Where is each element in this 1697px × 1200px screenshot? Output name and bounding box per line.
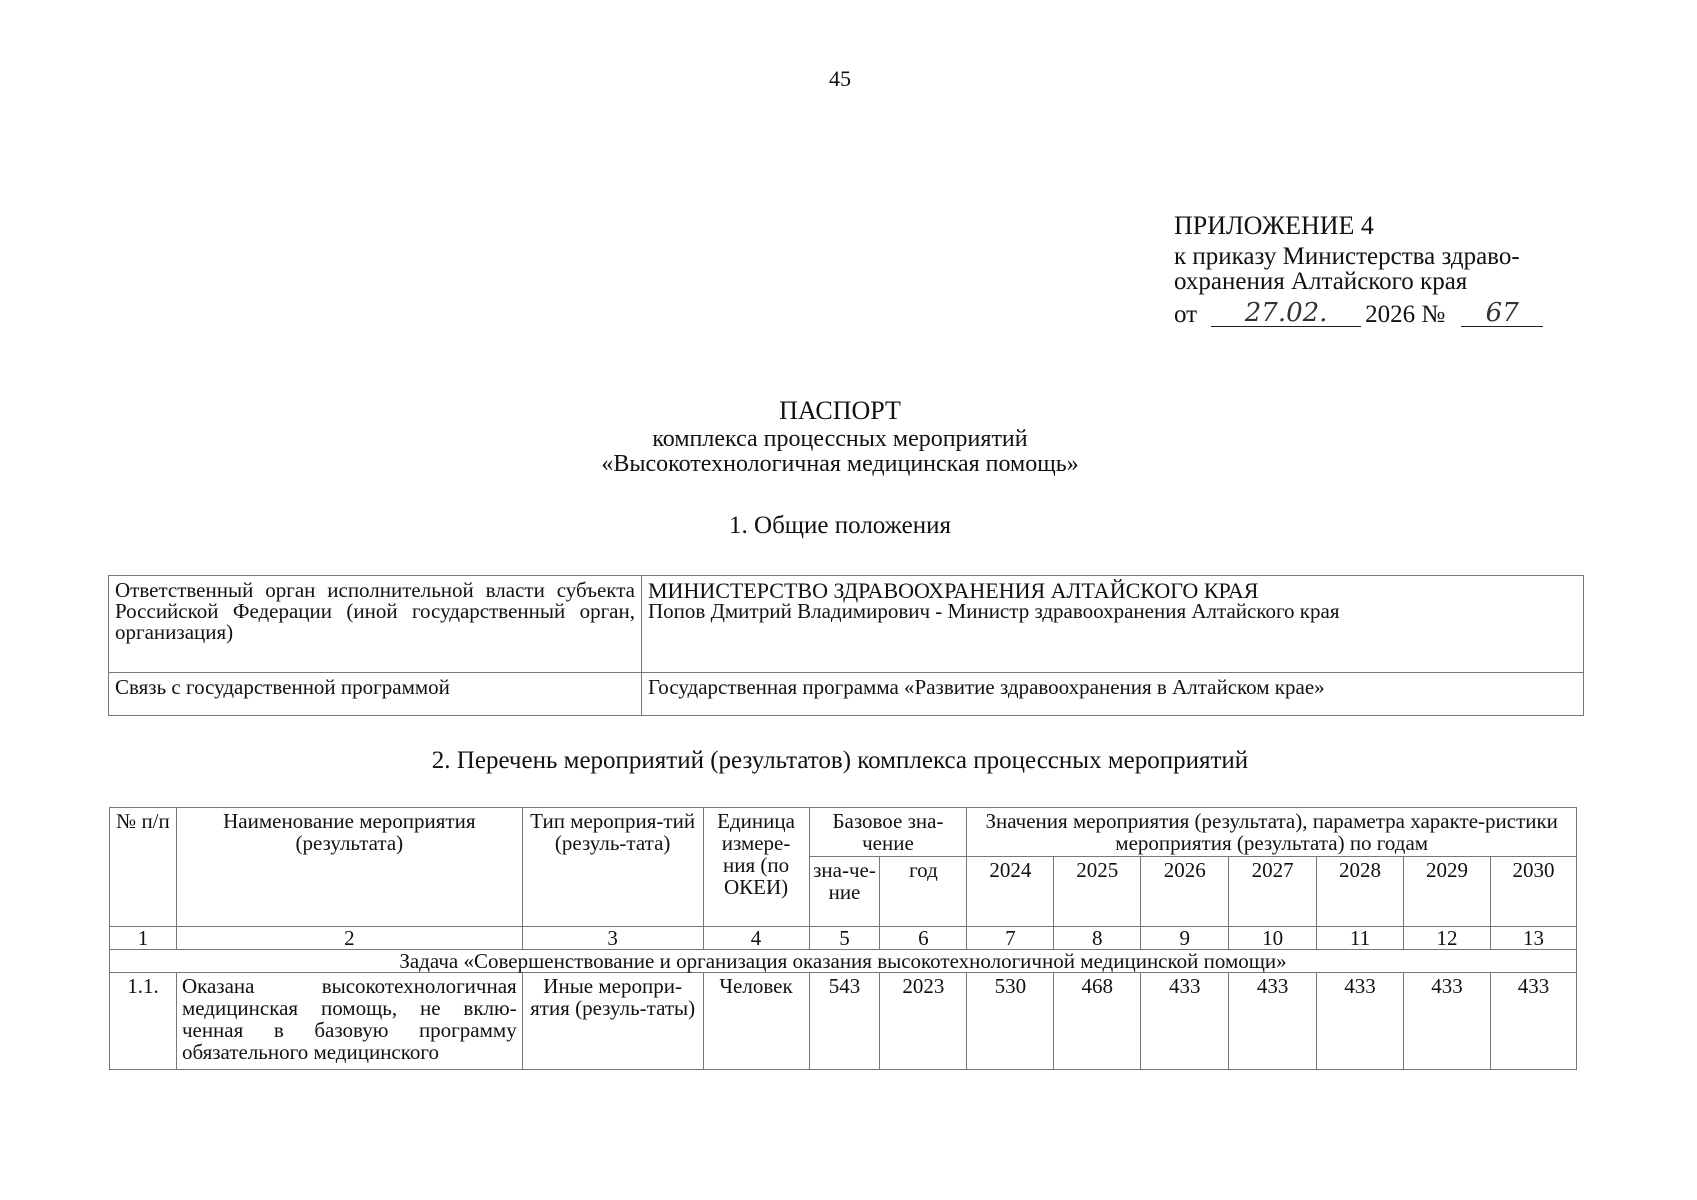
row-value-2027: 433 [1229, 973, 1317, 1070]
column-number: 9 [1141, 927, 1229, 950]
row-value-2025: 468 [1054, 973, 1141, 1070]
responsible-body-value [642, 576, 1584, 673]
appendix-line-2: охранения Алтайского края [1174, 268, 1468, 295]
row-base-year: 2023 [880, 973, 967, 1070]
date-prefix: от [1174, 301, 1198, 328]
column-number: 5 [809, 927, 880, 950]
row-unit: Человек [703, 973, 809, 1070]
header-num: № п/п [110, 808, 177, 927]
column-number: 8 [1054, 927, 1141, 950]
general-provisions-table [108, 575, 1584, 716]
column-number: 3 [522, 927, 703, 950]
header-name: Наименование мероприятия (результата) [176, 808, 522, 927]
header-values-by-year: Значения мероприятия (результата), параметра характе-ристики мероприятия (результата) по годам [967, 808, 1577, 857]
header-year: 2025 [1054, 857, 1141, 927]
appendix-date-line [1174, 300, 1614, 327]
header-year: 2030 [1490, 857, 1576, 927]
handwritten-order-number: 67 [1461, 300, 1543, 327]
order-year: 2026 № [1365, 301, 1446, 328]
row-name: Оказана высокотехнологичная медицинская помощь, не вклю-ченная в базовую программу обязательного медицинского [176, 973, 522, 1070]
task-title: Задача «Совершенствование и организация оказания высокотехнологичной медицинской помощи» [110, 950, 1577, 973]
row-base-value: 543 [809, 973, 880, 1070]
header-type: Тип мероприя-тий (резуль-тата) [522, 808, 703, 927]
header-row [110, 808, 1577, 857]
header-base: Базовое зна-чение [809, 808, 967, 857]
header-base-value: зна-че-ние [809, 857, 880, 927]
header-year: 2027 [1229, 857, 1317, 927]
table-row [109, 576, 1584, 673]
section-2-heading: 2. Перечень мероприятий (результатов) комплекса процессных мероприятий [431, 747, 1249, 774]
table-row [110, 973, 1577, 1070]
column-number: 11 [1317, 927, 1404, 950]
column-number: 13 [1490, 927, 1576, 950]
page-number: 45 [829, 66, 851, 91]
column-number: 2 [176, 927, 522, 950]
passport-subtitle-2: «Высокотехнологичная медицинская помощь» [601, 451, 1079, 477]
handwritten-date: 27.02. [1211, 300, 1361, 327]
appendix-line-1: к приказу Министерства здраво- [1174, 243, 1520, 270]
section-1-heading: 1. Общие положения [729, 512, 951, 539]
minister-name: Попов Дмитрий Владимирович - Министр здравоохранения Алтайского края [648, 599, 1340, 623]
header-year: 2028 [1317, 857, 1404, 927]
column-number: 12 [1404, 927, 1491, 950]
row-type: Иные меропри-ятия (резуль-таты) [522, 973, 703, 1070]
program-link-value: Государственная программа «Развитие здравоохранения в Алтайском крае» [642, 673, 1584, 716]
row-num: 1.1. [110, 973, 177, 1070]
passport-subtitle-1: комплекса процессных мероприятий [652, 426, 1028, 452]
row-value-2028: 433 [1317, 973, 1404, 1070]
header-year: 2029 [1404, 857, 1491, 927]
row-value-2029: 433 [1404, 973, 1491, 1070]
row-value-2026: 433 [1141, 973, 1229, 1070]
column-number: 6 [880, 927, 967, 950]
row-value-2030: 433 [1490, 973, 1576, 1070]
task-row [110, 950, 1577, 973]
appendix-title: ПРИЛОЖЕНИЕ 4 [1174, 211, 1374, 240]
column-number: 10 [1229, 927, 1317, 950]
header-unit: Единица измере-ния (по ОКЕИ) [703, 808, 809, 927]
passport-title: ПАСПОРТ [779, 396, 901, 425]
appendix-block [1174, 213, 1614, 327]
program-link-label: Связь с государственной программой [109, 673, 642, 716]
activities-table [109, 807, 1577, 1070]
column-number: 1 [110, 927, 177, 950]
row-value-2024: 530 [967, 973, 1054, 1070]
header-year: 2024 [967, 857, 1054, 927]
table-row [109, 673, 1584, 716]
header-base-year: год [880, 857, 967, 927]
column-number: 7 [967, 927, 1054, 950]
column-number-row [110, 927, 1577, 950]
responsible-body-label: Ответственный орган исполнительной власти субъекта Российской Федерации (иной государственный орган, организация) [109, 576, 642, 673]
header-year: 2026 [1141, 857, 1229, 927]
ministry-name: МИНИСТЕРСТВО ЗДРАВООХРАНЕНИЯ АЛТАЙСКОГО КРАЯ [648, 578, 1259, 603]
column-number: 4 [703, 927, 809, 950]
